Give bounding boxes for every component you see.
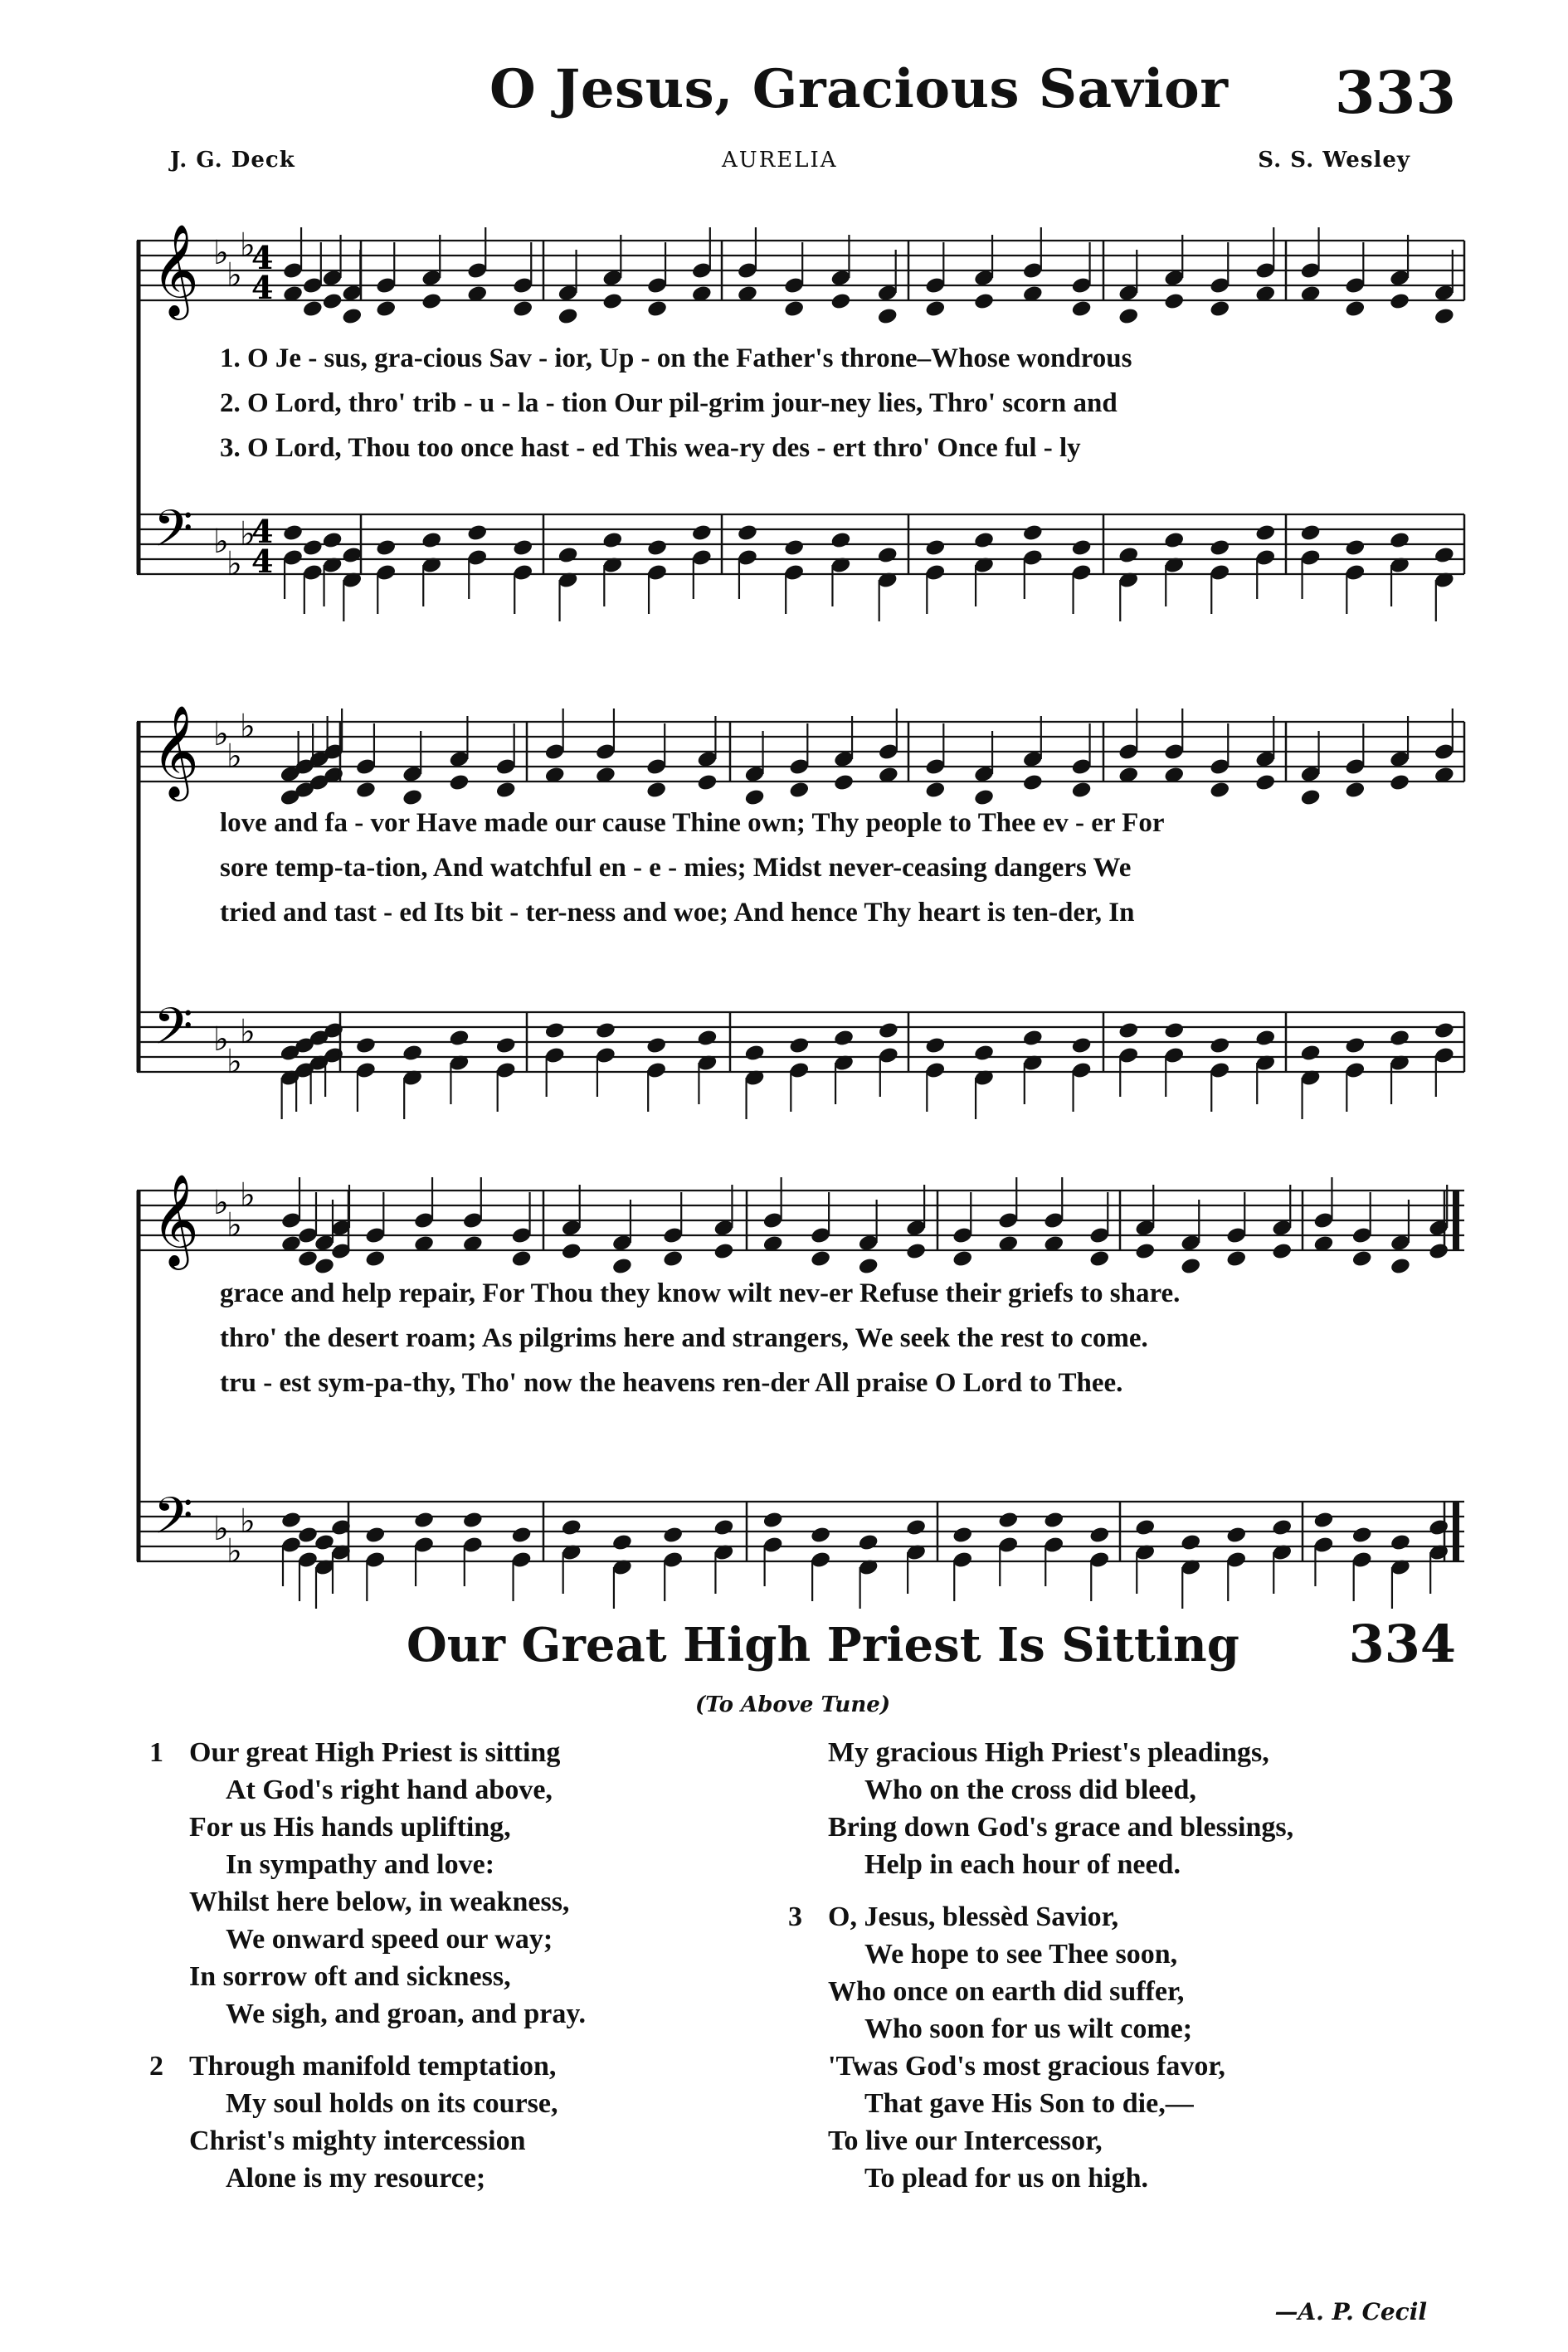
poem-line: My soul holds on its course, bbox=[226, 2088, 558, 2119]
svg-text:♭: ♭ bbox=[226, 738, 242, 776]
poem-line: We hope to see Thee soon, bbox=[864, 1939, 1178, 1970]
poem-line: In sympathy and love: bbox=[226, 1849, 495, 1880]
lyric-line-verse-3: 3. O Lord, Thou too once hast - ed This wea-ry des - ert thro' Once ful - ly bbox=[220, 433, 1081, 463]
lyrics-block-1 bbox=[220, 336, 1481, 470]
composer-credit: S. S. Wesley bbox=[1258, 148, 1410, 173]
svg-text:𝄢: 𝄢 bbox=[153, 499, 193, 571]
tune-reference-note: (To Above Tune) bbox=[695, 1692, 891, 1717]
svg-text:♭: ♭ bbox=[240, 1013, 256, 1051]
treble-staff bbox=[137, 1173, 1464, 1275]
poem-line: Whilst here below, in weakness, bbox=[189, 1887, 570, 1917]
svg-text:♭: ♭ bbox=[226, 256, 242, 295]
svg-text:4: 4 bbox=[251, 513, 274, 550]
svg-text:♭: ♭ bbox=[213, 715, 229, 753]
svg-text:♭: ♭ bbox=[240, 1176, 256, 1215]
stanza-number: 3 bbox=[788, 1902, 802, 1932]
stanza-3 bbox=[788, 1898, 1468, 2197]
svg-text:♭: ♭ bbox=[213, 1184, 229, 1222]
stanza-1 bbox=[149, 1734, 830, 2033]
poem-line: That gave His Son to die,— bbox=[864, 2088, 1194, 2119]
lyric-line-verse-2: thro' the desert roam; As pilgrims here and strangers, We seek the rest to come. bbox=[220, 1323, 1148, 1353]
lyric-line-verse-3: tried and tast - ed Its bit - ter-ness and woe; And hence Thy heart is ten-der, In bbox=[220, 898, 1135, 928]
poem-column-right bbox=[788, 1734, 1468, 2212]
svg-text:♭: ♭ bbox=[226, 1532, 242, 1570]
poem-line: For us His hands uplifting, bbox=[189, 1812, 511, 1843]
poem-line: O, Jesus, blessèd Savior, bbox=[828, 1902, 1119, 1932]
poem-line: To live our Intercessor, bbox=[828, 2126, 1103, 2156]
poem-line: Bring down God's grace and blessings, bbox=[828, 1812, 1294, 1843]
poem-line: In sorrow oft and sickness, bbox=[189, 1961, 511, 1992]
tune-name: AURELIA bbox=[722, 148, 838, 173]
lyric-line-verse-1: grace and help repair, For Thou they know wilt nev-er Refuse their griefs to share. bbox=[220, 1278, 1181, 1308]
poem-line: To plead for us on high. bbox=[864, 2163, 1149, 2194]
music-system-1 bbox=[137, 207, 1464, 606]
music-system-3 bbox=[137, 1153, 1464, 1568]
poem-line: At God's right hand above, bbox=[226, 1775, 553, 1805]
svg-text:𝄢: 𝄢 bbox=[153, 1487, 193, 1558]
svg-text:♭: ♭ bbox=[240, 1502, 256, 1541]
stanza-number: 2 bbox=[149, 2051, 163, 2082]
poem-line: My gracious High Priest's pleadings, bbox=[828, 1737, 1269, 1768]
stanza-2-continued bbox=[788, 1734, 1468, 1883]
svg-text:𝄞: 𝄞 bbox=[152, 1173, 199, 1266]
svg-text:♭: ♭ bbox=[226, 1043, 242, 1081]
lyric-line-verse-1: love and fa - vor Have made our cause Thine own; Thy people to Thee ev - er For bbox=[220, 808, 1165, 838]
poem-line: Christ's mighty intercession bbox=[189, 2126, 526, 2156]
lyric-line-verse-3: tru - est sym-pa-thy, Tho' now the heavens ren-der All praise O Lord to Thee. bbox=[220, 1368, 1123, 1398]
hymn-333-number: 333 bbox=[1334, 58, 1456, 127]
svg-text:♭: ♭ bbox=[240, 515, 256, 553]
svg-text:♭: ♭ bbox=[213, 1020, 229, 1059]
svg-text:𝄢: 𝄢 bbox=[153, 997, 193, 1069]
svg-text:♭: ♭ bbox=[213, 234, 229, 272]
poem-line: We onward speed our way; bbox=[226, 1924, 553, 1955]
bass-staff bbox=[137, 1487, 1464, 1609]
hymn-333-title: O Jesus, Gracious Savior bbox=[489, 58, 1229, 120]
treble-staff bbox=[137, 704, 1464, 806]
poem-line: 'Twas God's most gracious favor, bbox=[828, 2051, 1225, 2082]
bass-staff bbox=[137, 499, 1464, 621]
lyric-line-verse-1: 1. O Je - sus, gra-cious Sav - ior, Up - on the Father's throne–Whose wondrous bbox=[220, 343, 1132, 373]
poem-column-left bbox=[149, 1734, 830, 2212]
hymn-334-author-attribution: —A. P. Cecil bbox=[1274, 2298, 1427, 2325]
bass-staff bbox=[137, 997, 1464, 1119]
poem-line: Who on the cross did bleed, bbox=[864, 1775, 1196, 1805]
music-system-2 bbox=[137, 689, 1464, 1087]
svg-text:♭: ♭ bbox=[240, 708, 256, 746]
hymn-334-number: 334 bbox=[1348, 1614, 1456, 1674]
poem-line: Our great High Priest is sitting bbox=[189, 1737, 561, 1768]
svg-text:♭: ♭ bbox=[240, 226, 256, 265]
svg-text:4: 4 bbox=[251, 269, 274, 306]
lyricist-credit: J. G. Deck bbox=[170, 148, 295, 173]
poem-line: Who once on earth did suffer, bbox=[828, 1976, 1185, 2007]
stanza-number: 1 bbox=[149, 1737, 163, 1768]
poem-line: Through manifold temptation, bbox=[189, 2051, 557, 2082]
svg-text:♭: ♭ bbox=[213, 523, 229, 561]
poem-line: Who soon for us wilt come; bbox=[864, 2014, 1193, 2044]
svg-text:4: 4 bbox=[251, 543, 274, 580]
poem-line: Alone is my resource; bbox=[226, 2163, 486, 2194]
poem-line: Help in each hour of need. bbox=[864, 1849, 1181, 1880]
svg-text:𝄞: 𝄞 bbox=[152, 223, 199, 316]
lyrics-block-3 bbox=[220, 1271, 1481, 1405]
stanza-2 bbox=[149, 2048, 830, 2197]
svg-text:𝄞: 𝄞 bbox=[152, 704, 199, 797]
svg-text:♭: ♭ bbox=[213, 1510, 229, 1548]
lyric-line-verse-2: 2. O Lord, thro' trib - u - la - tion Our pil-grim jour-ney lies, Thro' scorn and bbox=[220, 388, 1118, 418]
lyrics-block-2 bbox=[220, 801, 1481, 935]
svg-text:♭: ♭ bbox=[226, 545, 242, 583]
hymn-334-title: Our Great High Priest Is Sitting bbox=[407, 1618, 1239, 1673]
lyric-line-verse-2: sore temp-ta-tion, And watchful en - e - mies; Midst never-ceasing dangers We bbox=[220, 853, 1132, 883]
poem-line: We sigh, and groan, and pray. bbox=[226, 1999, 586, 2029]
svg-text:4: 4 bbox=[251, 239, 274, 276]
svg-text:♭: ♭ bbox=[226, 1206, 242, 1244]
treble-staff bbox=[137, 223, 1464, 325]
